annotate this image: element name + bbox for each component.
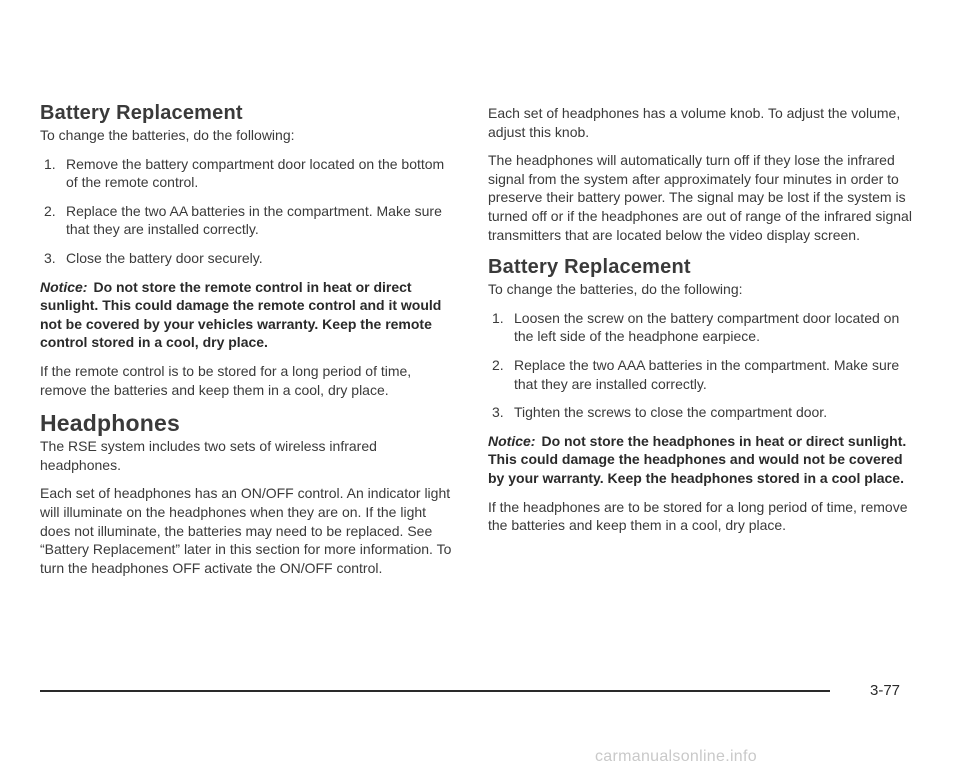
step-number: 3. [492, 404, 504, 421]
headphone-battery-heading: Battery Replacement [488, 256, 691, 279]
battery-steps-list [40, 155, 458, 268]
remote-notice [40, 278, 458, 352]
step-text: Remove the battery compartment door located on the bottom of the remote control. [66, 155, 445, 191]
headphones-storage-paragraph: If the headphones are to be stored for a long period of time, remove the batteries and keep them in a cool, dry place. [488, 498, 908, 534]
headphones-notice [488, 432, 913, 488]
headphones-heading: Headphones [40, 410, 181, 437]
notice-text: Do not store the remote control in heat or direct sunlight. This could damage the remote control and it would not be covered by your vehicles warranty. Keep the remote control stored in a cool, dry place. [40, 278, 442, 351]
step-number: 1. [44, 155, 56, 172]
battery-intro: To change the batteries, do the following: [40, 127, 295, 143]
volume-paragraph: Each set of headphones has a volume knob. To adjust the volume, adjust this knob. [488, 105, 901, 140]
page-number: 3-77 [870, 682, 901, 699]
step-number: 1. [492, 309, 504, 326]
list-item [40, 155, 458, 192]
headphones-intro-paragraph: The RSE system includes two sets of wireless infrared headphones. [40, 438, 377, 473]
footer-rule [40, 690, 830, 692]
headphone-battery-intro: To change the batteries, do the following: [488, 281, 743, 298]
step-text: Loosen the screw on the battery compartment door located on the left side of the headphone earpiece. [514, 309, 900, 345]
step-number: 2. [44, 202, 56, 219]
notice-label: Notice: [488, 432, 536, 449]
step-text: Close the battery door securely. [66, 249, 263, 266]
battery-replacement-heading: Battery Replacement [40, 102, 243, 124]
step-text: Replace the two AA batteries in the compartment. Make sure that they are installed correctly. [66, 202, 442, 238]
list-item [40, 249, 458, 268]
notice-label: Notice: [40, 278, 88, 295]
headphone-battery-steps-list [488, 309, 913, 422]
step-text: Tighten the screws to close the compartment door. [514, 404, 828, 421]
watermark: carmanualsonline.info [595, 748, 757, 765]
right-column [488, 104, 913, 545]
left-column [40, 100, 458, 587]
list-item [488, 309, 913, 346]
list-item [488, 403, 913, 422]
list-item [488, 356, 913, 393]
auto-off-paragraph: The headphones will automatically turn off if they lose the infrared signal from the system after approximately four minutes in order to preserve their battery power. The signal may be lost if the system is turned off or if the headphones are out of range of the infrared signal transmitters that are located below the video display screen. [488, 152, 912, 243]
step-number: 3. [44, 249, 56, 266]
step-text: Replace the two AAA batteries in the compartment. Make sure that they are installed correctly. [514, 356, 900, 392]
headphones-onoff-paragraph: Each set of headphones has an ON/OFF control. An indicator light will illuminate on the headphones when they are on. If the light does not illuminate, the batteries may need to be replaced. See “Battery Replacement” later in this section for more information. To turn the headphones OFF activate the ON/OFF control. [40, 485, 452, 576]
step-number: 2. [492, 356, 504, 373]
remote-storage-paragraph: If the remote control is to be stored for a long period of time, remove the batteries and keep them in a cool, dry place. [40, 362, 412, 398]
list-item [40, 202, 458, 239]
notice-text: Do not store the headphones in heat or direct sunlight. This could damage the headphones and would not be covered by your warranty. Keep the headphones stored in a cool place. [488, 432, 907, 486]
